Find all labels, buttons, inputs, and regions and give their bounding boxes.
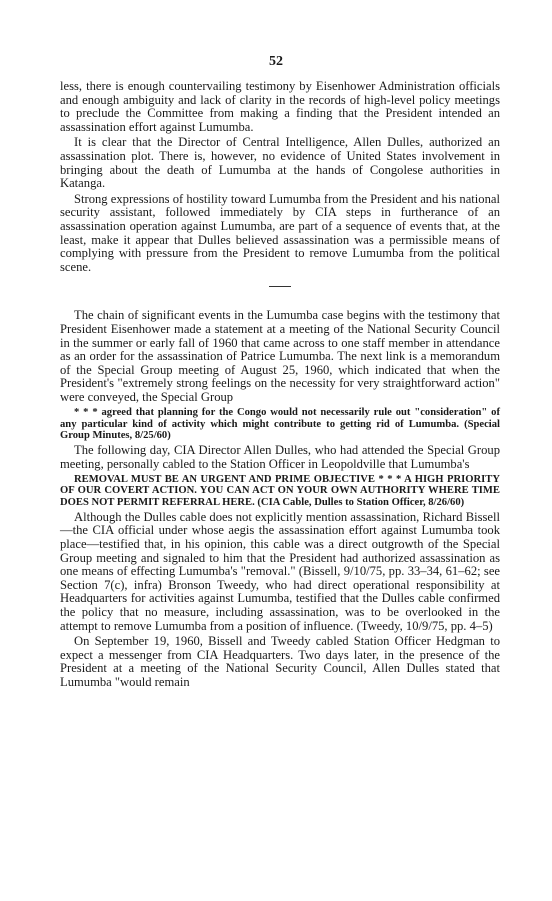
document-body (60, 80, 500, 692)
quote-special-group-minutes: * * * agreed that planning for the Congo would not necessarily rule out "consideration" of any particular kind of activity which might contribute to getting rid of Lumumba. (Special Group Minutes, 8/25/60) (60, 407, 500, 441)
paragraph-hostility: Strong expressions of hostility toward Lumumba from the President and his national security assistant, followed immediately by CIA steps in furtherance of an assassination operation against Lumumba, are part of a sequence of events that, at the least, make it appear that Dulles believed assassination was a permissible means of complying with pressure from the President to remove Lumumba from the political scene. (60, 191, 500, 274)
paragraph-dulles-authorized: It is clear that the Director of Central Intelligence, Allen Dulles, authorized an assassination plot. There is, however, no evidence of United States involvement in bringing about the death of Lumumba at the hands of Congolese authorities in Katanga. (60, 135, 500, 191)
quote-cia-cable: REMOVAL MUST BE AN URGENT AND PRIME OBJECTIVE * * * A HIGH PRIORITY OF OUR COVERT ACTION. YOU CAN ACT ON YOUR OWN AUTHORITY WHERE TIME DOES NOT PERMIT REFERRAL HERE. (CIA Cable, Dulles to Station Officer, 8/26/60) (60, 474, 500, 508)
paragraph-continuation: less, there is enough countervailing testimony by Eisenhower Administration officials and enough ambiguity and lack of clarity in the records of high-level policy meetings to preclude the Committee from making a finding that the President intended an assassination effort against Lumumba. (60, 79, 500, 134)
section-divider (269, 286, 291, 287)
paragraph-chain-of-events: The chain of significant events in the Lumumba case begins with the testimony that President Eisenhower made a statement at a meeting of the National Security Council in the summer or early fall of 1960 that came across to one staff member in attendance as an order for the assassination of Patrice Lumumba. The next link is a memorandum of the Special Group meeting of August 25, 1960, which indicated that when the President's "extremely strong feelings on the necessity for very straightforward action" were conveyed, the Special Group (60, 308, 500, 404)
paragraph-following-day: The following day, CIA Director Allen Dulles, who had attended the Special Group meeting, personally cabled to the Station Officer in Leopoldville that Lumumba's (60, 443, 500, 471)
page-number: 52 (269, 54, 283, 69)
paragraph-september-19: On September 19, 1960, Bissell and Tweedy cabled Station Officer Hedgman to expect a messenger from CIA Headquarters. Two days later, in the presence of the President at a meeting of the National Security Council, Allen Dulles stated that Lumumba "would remain (60, 634, 500, 689)
paragraph-bissell-testimony: Although the Dulles cable does not explicitly mention assassination, Richard Bissell—the CIA official under whose aegis the assassination effort against Lumumba took place—testified that, in his opinion, this cable was a direct outgrowth of the Special Group meeting and signaled to him that the President had authorized assassination as one means of effecting Lumumba's "removal." (Bissell, 9/10/75, pp. 33–34, 61–62; see Section 7(c), infra) Bronson Tweedy, who had direct operational responsibility at Headquarters for activities against Lumumba, testified that the Dulles cable confirmed the policy that no measure, including assassination, was to be overlooked in the attempt to remove Lumumba from a position of influence. (Tweedy, 10/9/75, pp. 4–5) (60, 509, 500, 633)
